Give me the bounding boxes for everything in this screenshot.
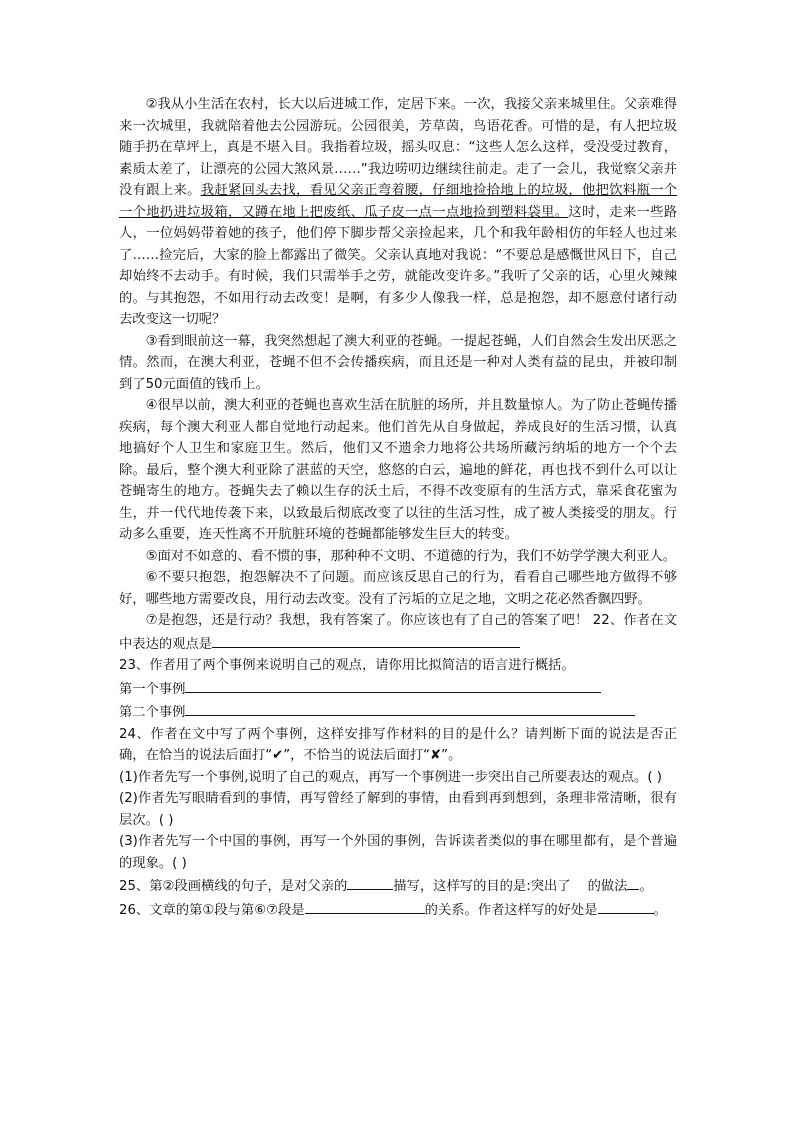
paragraph-4: ④很早以前，澳大利亚的苍蝇也喜欢生活在肮脏的场所，并且数量惊人。为了防止苍蝇传播疾病，每个澳大利亚人都自觉地行动起来。他们首先从自身做起，养成良好的生活习惯，认真地搞好个人卫生和家庭卫生。然后，他们又不遗余力地将公共场所藏污纳垢的地方一个个去除。最后，整个澳大利亚除了湛蓝的天空，悠悠的白云，遍地的鲜花，再也找不到什么可以让苍蝇寄生的地方。苍蝇失去了赖以生存的沃土后，不得不改变原有的生活方式，靠采食花蜜为生，并一代代地传袭下来，以致最后彻底改变了以往的生活习性，成了被人类接受的朋友。行动多么重要，连天性离不开肮脏环境的苍蝇都能够发生巨大的转变。 [119,398,677,542]
question-23-example-1 [119,677,677,701]
question-25-blank-1[interactable] [347,874,393,890]
question-25-blank-2[interactable] [627,874,639,890]
paragraph-6: ⑥不要只抱怨，抱怨解决不了问题。而应该反思自己的行为，看看自己哪些地方做得不够好，哪些地方需要改良，用行动去改变。没有了污垢的立足之地，文明之花必然香飘四野。 [119,570,677,607]
question-23-stem: 23、作者用了两个事例来说明自己的观点，请你用比拟简洁的语言进行概括。 [119,658,575,673]
example-1-answer-blank[interactable] [185,677,601,693]
question-26-blank-1[interactable] [305,898,425,914]
paragraph-7-text: ⑦是抱怨，还是行动？我想，我有答案了。你应该也有了自己的答案了吧！ [145,613,589,628]
question-26 [119,898,677,922]
question-26-blank-2[interactable] [598,898,654,914]
paragraph-3: ③看到眼前这一幕，我突然想起了澳大利亚的苍蝇。一提起苍蝇，人们自然会生发出厌恶之情。然而，在澳大利亚，苍蝇不但不会传播疾病，而且还是一种对人类有益的昆虫，并被印制到了50元面值的钱币上。 [119,333,677,392]
example-2-answer-blank[interactable] [185,700,635,716]
document-page [119,94,677,921]
question-22-label: 22、作者在文中表达的观点是 [119,613,677,652]
question-24-option-1: (1)作者先写一个事例,说明了自己的观点，再写一个事例进一步突出自己所要表达的观点。( ) [119,769,662,785]
question-26-part-b: 的关系。作者这样写的好处是 [424,902,598,918]
question-25-part-a: 25、第②段画横线的句子，是对父亲的 [119,879,348,894]
question-24-option-2: (2)作者先写眼睛看到的事情，再写曾经了解到的事情，由看到再到想到，条理非常清晰，很有层次。( ) [119,791,677,828]
question-24-stem: 24、作者在文中写了两个事例，这样安排写作材料的目的是什么？请判断下面的说法是否正确，在恰当的说法后面打“✔”，不恰当的说法后面打“✘”。 [119,726,677,763]
question-25-part-b: 描写，这样写的目的是:突出了 [393,879,571,894]
example-1-label: 第一个事例 [119,681,186,697]
paragraph-7 [119,610,677,655]
question-25-end: 。 [639,879,653,894]
paragraph-2-text-b: 这时，走来一些路人，一位妈妈带着她的孩子，他们停下脚步帮父亲捡起来，几个和我年龄相仿的年轻人也过来了……捡完后，大家的脸上都露出了微笑。父亲认真地对我说：“不要总是感慨世风日下，自己却始终不去动手。有时候，我们只需举手之劳，就能改变许多。”我听了父亲的话，心里火辣辣的。与其抱怨，不如用行动去改变！是啊，有多少人像我一样，总是抱怨，却不愿意付诸行动去改变这一切呢？ [119,204,678,327]
question-25-part-c: 的做法 [587,879,628,894]
question-25 [119,874,677,898]
question-26-end: 。 [653,902,667,918]
question-22-answer-blank[interactable] [212,632,520,648]
question-24-option-3: (3)作者先写一个中国的事例，再写一个外国的事例，告诉读者类似的事在哪里都有，是个普遍的现象。( ) [119,834,677,871]
paragraph-2-text-a: ②我从小生活在农村，长大以后进城工作，定居下来。一次，我接父亲来城里住。父亲难得来一次城里，我就陪着他去公园游玩。公园很美，芳草茵，鸟语花香。可惜的是，有人把垃圾随手扔在草坪上，真是不堪入目。我指着垃圾，摇头叹息：“这些人怎么这样，受没受过教育，素质太差了，让漂亮的公园大煞风景……”我边唠叨边继续往前走。走了一会儿，我觉察父亲并没有跟上来。 [119,97,677,198]
paragraph-2 [119,94,677,331]
question-23-example-2 [119,700,677,724]
question-26-part-a: 26、文章的第①段与第⑥⑦段是 [119,902,305,918]
example-2-label: 第二个事例 [119,705,186,720]
paragraph-5: ⑤面对不如意的、看不惯的事，那种种不文明、不道德的行为，我们不妨学学澳大利亚人。 [145,548,677,564]
paragraph-2-underlined-sentence: 我赶紧回头去找，看见父亲正弯着腰，仔细地捡拾地上的垃圾，他把饮料瓶一个一个地扔进垃圾箱，又蹲在地上把废纸、瓜子皮一点一点地捡到塑料袋里。 [119,183,678,220]
